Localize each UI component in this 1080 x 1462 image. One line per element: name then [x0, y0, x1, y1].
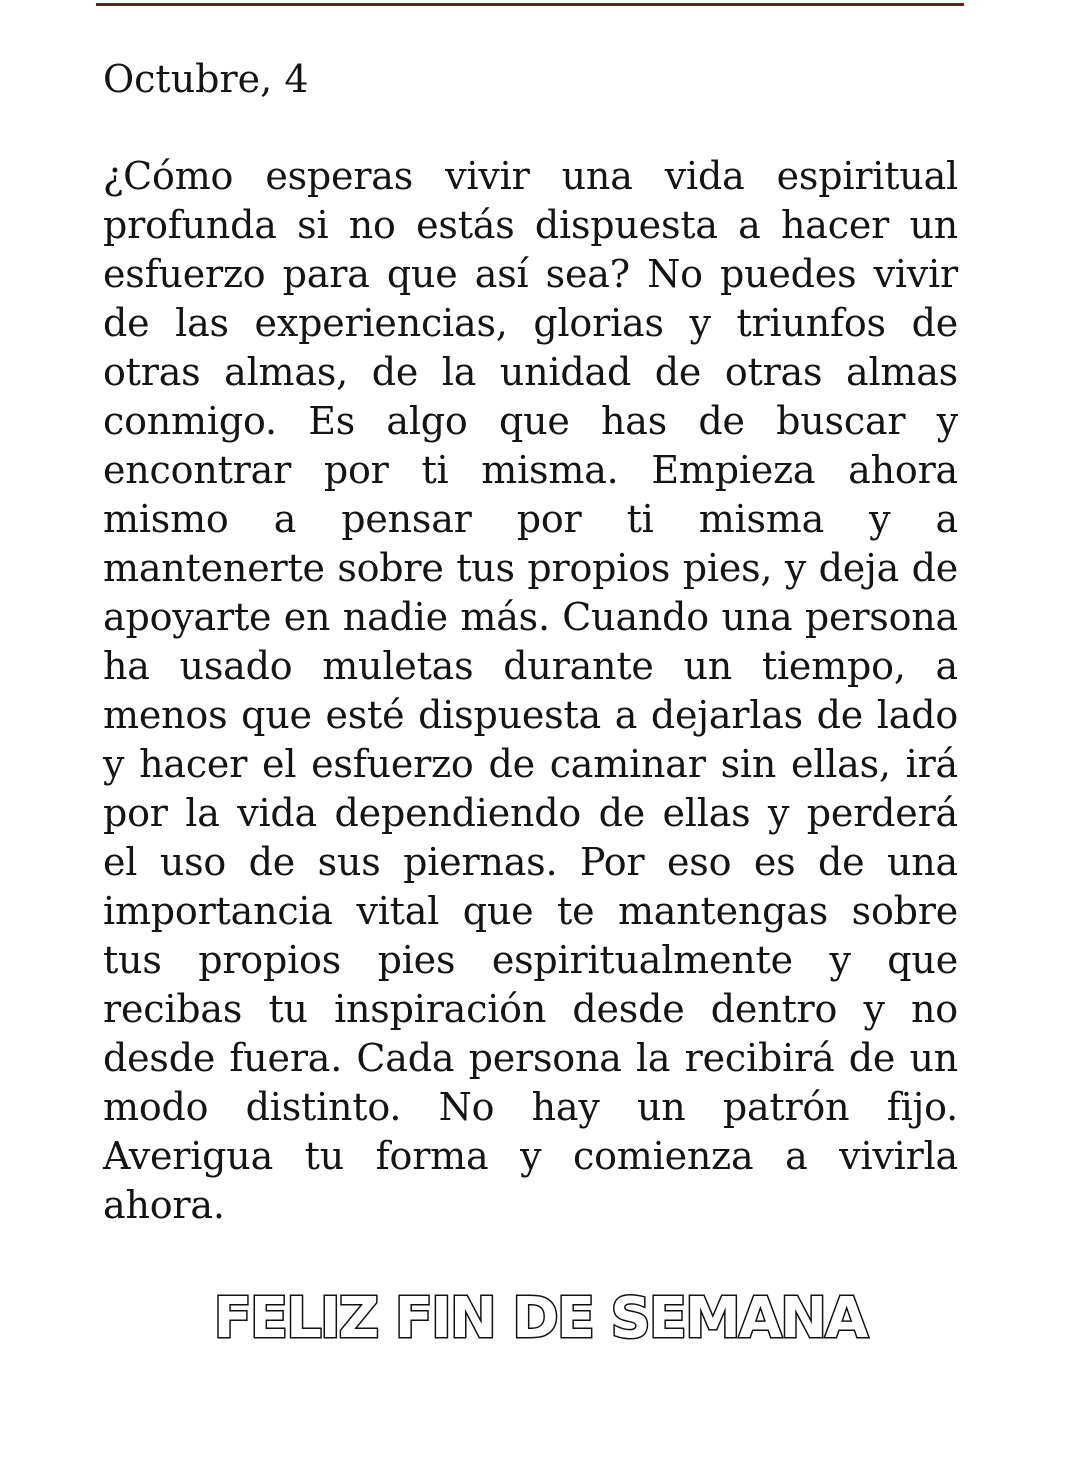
document-page: [103, 54, 958, 1230]
devotional-paragraph: ¿Cómo esperas vivir una vida espiritual profunda si no estás dispuesta a hacer un esfuerzo para que así sea? No puedes vivir de las experiencias, glorias y triunfos de otras almas, de la unidad de otras almas conmigo. Es algo que has de buscar y encontrar por ti misma. Empieza ahora mismo a pensar por ti misma y a mantenerte sobre tus propios pies, y deja de apoyarte en nadie más. Cuando una persona ha usado muletas durante un tiempo, a menos que esté dispuesta a dejarlas de lado y hacer el esfuerzo de caminar sin ellas, irá por la vida dependiendo de ellas y perderá el uso de sus piernas. Por eso es de una importancia vital que te mantengas sobre tus propios pies espiritualmente y que recibas tu inspiración desde dentro y no desde fuera. Cada persona la recibirá de un modo distinto. No hay un patrón fijo. Averigua tu forma y comienza a vivirla ahora.: [103, 154, 958, 1227]
weekend-greeting-overlay: FELIZ FIN DE SEMANA: [213, 1286, 867, 1351]
date-heading: Octubre, 4: [103, 57, 309, 101]
top-divider-line: [96, 3, 964, 6]
